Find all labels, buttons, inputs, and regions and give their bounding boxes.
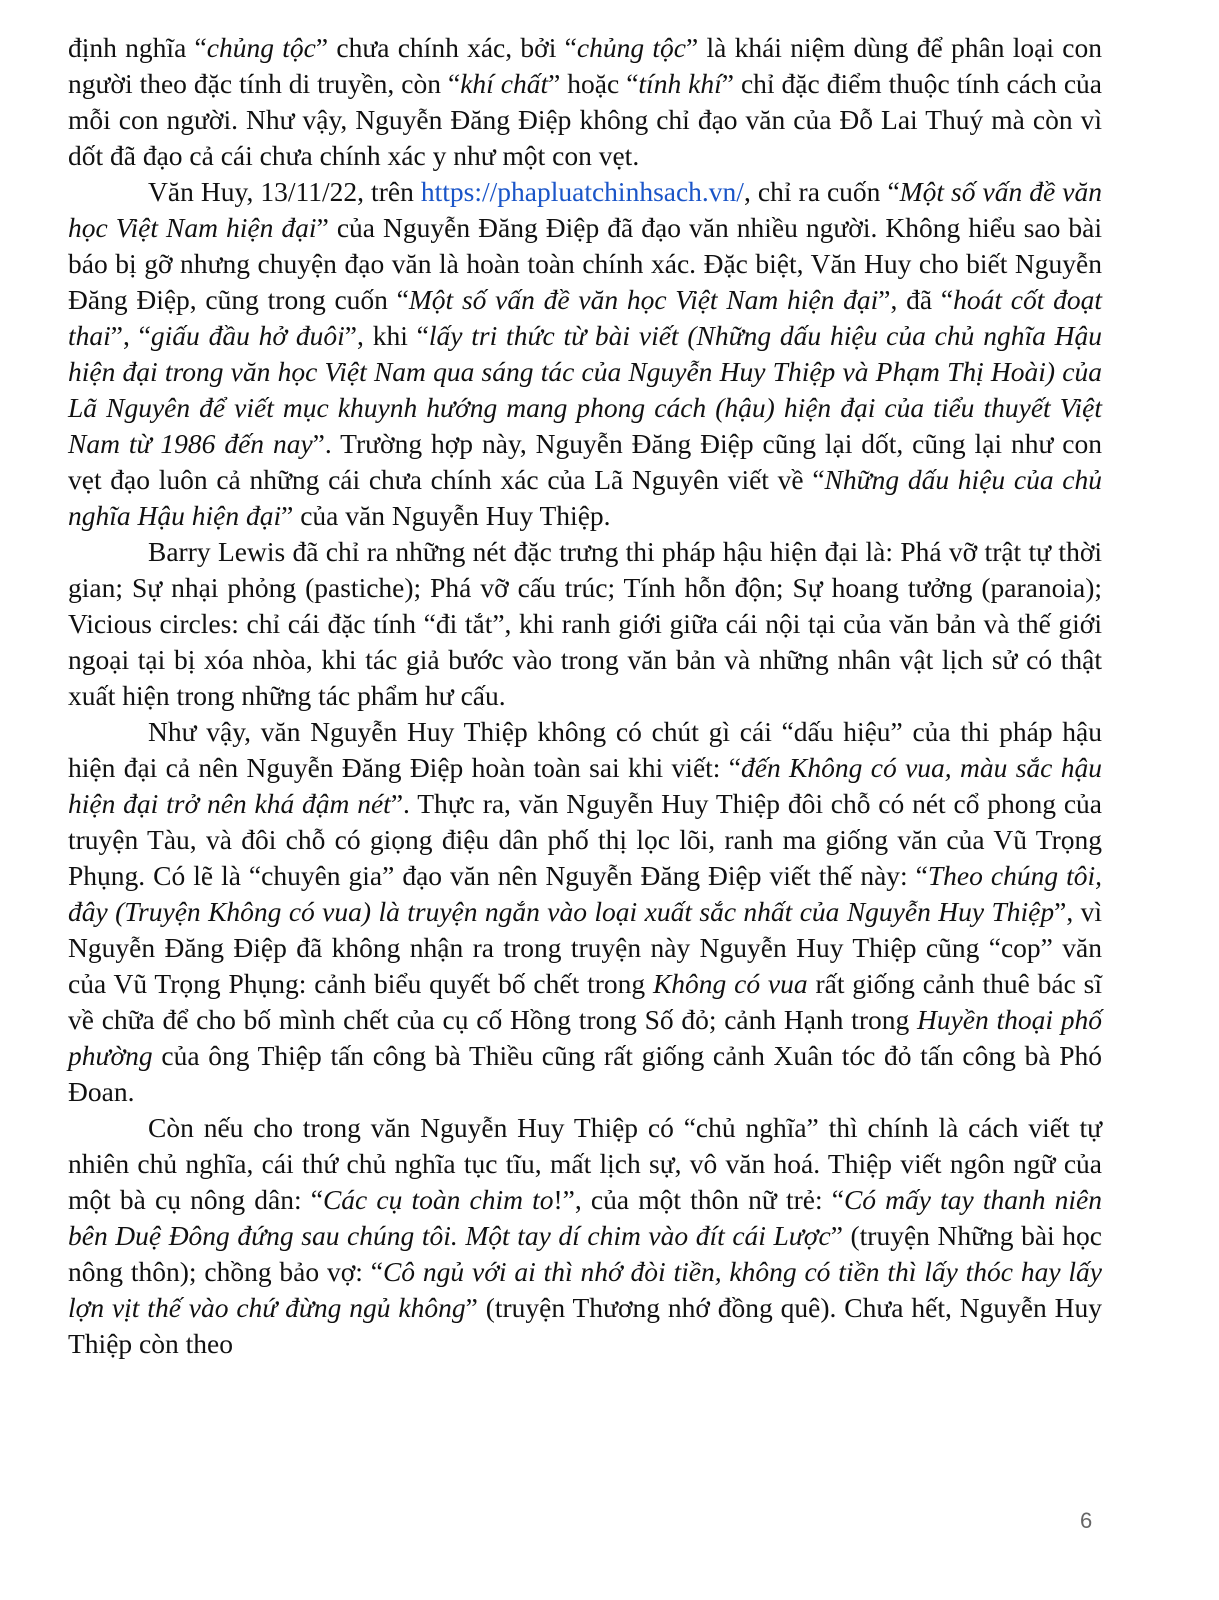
- body-text: ” là khái niệm dùng để phân loại con người theo đặc tính di truyền, còn “: [68, 32, 1102, 99]
- url-link[interactable]: https://phapluatchinhsach.vn/: [420, 176, 744, 207]
- italic-text: Không có vua: [652, 968, 808, 999]
- italic-text: đến Không có vua, màu sắc hậu hiện đại trở nên khá đậm nét: [68, 752, 1102, 819]
- italic-text: Có mấy tay thanh niên bên Duệ Đông đứng sau chúng tôi. Một tay dí chim vào đít cái Lược: [68, 1184, 1102, 1251]
- body-text: rất giống cảnh thuê bác sĩ về chữa để cho bố mình chết của cụ cố Hồng trong Số đỏ; cảnh Hạnh trong: [68, 968, 1103, 1035]
- body-text: ” (truyện Thương nhớ đồng quê). Chưa hết, Nguyễn Huy Thiệp còn theo: [68, 1292, 1103, 1359]
- body-text: ” chỉ đặc điểm thuộc tính cách của mỗi con người. Như vậy, Nguyễn Đăng Điệp không chỉ đạo văn của Đỗ Lai Thuý mà còn vì dốt đã đạo cả cái chưa chính xác y như một con vẹt.: [68, 68, 1103, 171]
- italic-text: Các cụ toàn chim to: [322, 1184, 554, 1215]
- body-text: Văn Huy, 13/11/22, trên: [148, 176, 421, 207]
- italic-text: Một số vấn đề văn học Việt Nam hiện đại: [408, 284, 879, 315]
- italic-text: tính khí: [638, 68, 722, 99]
- paragraph: [68, 714, 1102, 1110]
- page-number: 6: [1080, 1508, 1093, 1533]
- body-text: ”. Thực ra, văn Nguyễn Huy Thiệp đôi chỗ có nét cổ phong của truyện Tàu, và đôi chỗ có giọng điệu dân phố thị lọc lõi, ranh ma giống văn của Vũ Trọng Phụng. Có lẽ là “chuyên gia” đạo văn nên Nguyễn Đăng Điệp viết thế này: “: [68, 788, 1103, 891]
- italic-text: khí chất: [460, 68, 549, 99]
- paragraph: [68, 534, 1102, 714]
- body-text: ”. Trường hợp này, Nguyễn Đăng Điệp cũng lại dốt, cũng lại như con vẹt đạo luôn cả những cái chưa chính xác của Lã Nguyên viết về “: [68, 428, 1102, 495]
- italic-text: Một số vấn đề văn học Việt Nam hiện đại: [68, 176, 1103, 243]
- italic-text: hoát cốt đoạt thai: [68, 284, 1102, 351]
- italic-text: giấu đầu hở đuôi: [150, 320, 345, 351]
- body-text: Còn nếu cho trong văn Nguyễn Huy Thiệp có “chủ nghĩa” thì chính là cách viết tự nhiên chủ nghĩa, cái thứ chủ nghĩa tục tĩu, mất lịch sự, vô văn hoá. Thiệp viết ngôn ngữ của một bà cụ nông dân: “: [68, 1112, 1102, 1215]
- body-text: ” chưa chính xác, bởi “: [315, 32, 577, 63]
- body-text: ” của Nguyễn Đăng Điệp đã đạo văn nhiều người. Không hiểu sao bài báo bị gỡ nhưng chuyện đạo văn là hoàn toàn chính xác. Đặc biệt, Văn Huy cho biết Nguyễn Đăng Điệp, cũng trong cuốn “: [68, 212, 1103, 315]
- document-body: [68, 30, 1102, 1362]
- italic-text: chủng tộc: [206, 32, 316, 63]
- paragraph: [68, 1110, 1102, 1362]
- italic-text: chủng tộc: [576, 32, 686, 63]
- body-text: ”, vì Nguyễn Đăng Điệp đã không nhận ra trong truyện này Nguyễn Huy Thiệp cũng “cop” văn của Vũ Trọng Phụng: cảnh biểu quyết bố chết trong: [68, 896, 1102, 999]
- body-text: Như vậy, văn Nguyễn Huy Thiệp không có chút gì cái “dấu hiệu” của thi pháp hậu hiện đại cả nên Nguyễn Đăng Điệp hoàn toàn sai khi viết: “: [68, 716, 1102, 783]
- body-text: ” của văn Nguyễn Huy Thiệp.: [281, 500, 611, 531]
- body-text: Barry Lewis đã chỉ ra những nét đặc trưng thi pháp hậu hiện đại là: Phá vỡ trật tự thời gian; Sự nhại phỏng (pastiche); Phá vỡ cấu trúc; Tính hỗn độn; Sự hoang tưởng (paranoia); Vicious circles: chỉ cái đặc tính “đi tắt”, khi ranh giới giữa cái nội tại của văn bản và thế giới ngoại tại bị xóa nhòa, khi tác giả bước vào trong văn bản và những nhân vật lịch sử có thật xuất hiện trong những tác phẩm hư cấu.: [68, 536, 1102, 711]
- body-text: ”, khi “: [344, 320, 429, 351]
- body-text: của ông Thiệp tấn công bà Thiều cũng rất giống cảnh Xuân tóc đỏ tấn công bà Phó Đoan.: [68, 1040, 1102, 1107]
- body-text: , chỉ ra cuốn “: [743, 176, 900, 207]
- paragraph: [68, 174, 1102, 534]
- italic-text: Cô ngủ với ai thì nhớ đòi tiền, không có tiền thì lấy thóc hay lấy lợn vịt thế vào chứ đừng ngủ không: [68, 1256, 1103, 1323]
- body-text: !”, của một thôn nữ trẻ: “: [553, 1184, 844, 1215]
- paragraph: [68, 30, 1102, 174]
- italic-text: Theo chúng tôi, đây (Truyện Không có vua) là truyện ngắn vào loại xuất sắc nhất của Nguyễn Huy Thiệp: [68, 860, 1102, 927]
- italic-text: lấy tri thức từ bài viết (Những dấu hiệu của chủ nghĩa Hậu hiện đại trong văn học Việt Nam qua sáng tác của Nguyễn Huy Thiệp và Phạm Thị Hoài) của Lã Nguyên để viết mục khuynh hướng mang phong cách (hậu) hiện đại của tiểu thuyết Việt Nam từ 1986 đến nay: [68, 320, 1103, 459]
- italic-text: Những dấu hiệu của chủ nghĩa Hậu hiện đại: [68, 464, 1102, 531]
- italic-text: Huyền thoại phố phường: [68, 1004, 1102, 1071]
- body-text: định nghĩa “: [68, 32, 207, 63]
- body-text: ”, đã “: [878, 284, 954, 315]
- body-text: ” hoặc “: [548, 68, 639, 99]
- body-text: ”, “: [110, 320, 151, 351]
- body-text: ” (truyện Những bài học nông thôn); chồng bảo vợ: “: [68, 1220, 1102, 1287]
